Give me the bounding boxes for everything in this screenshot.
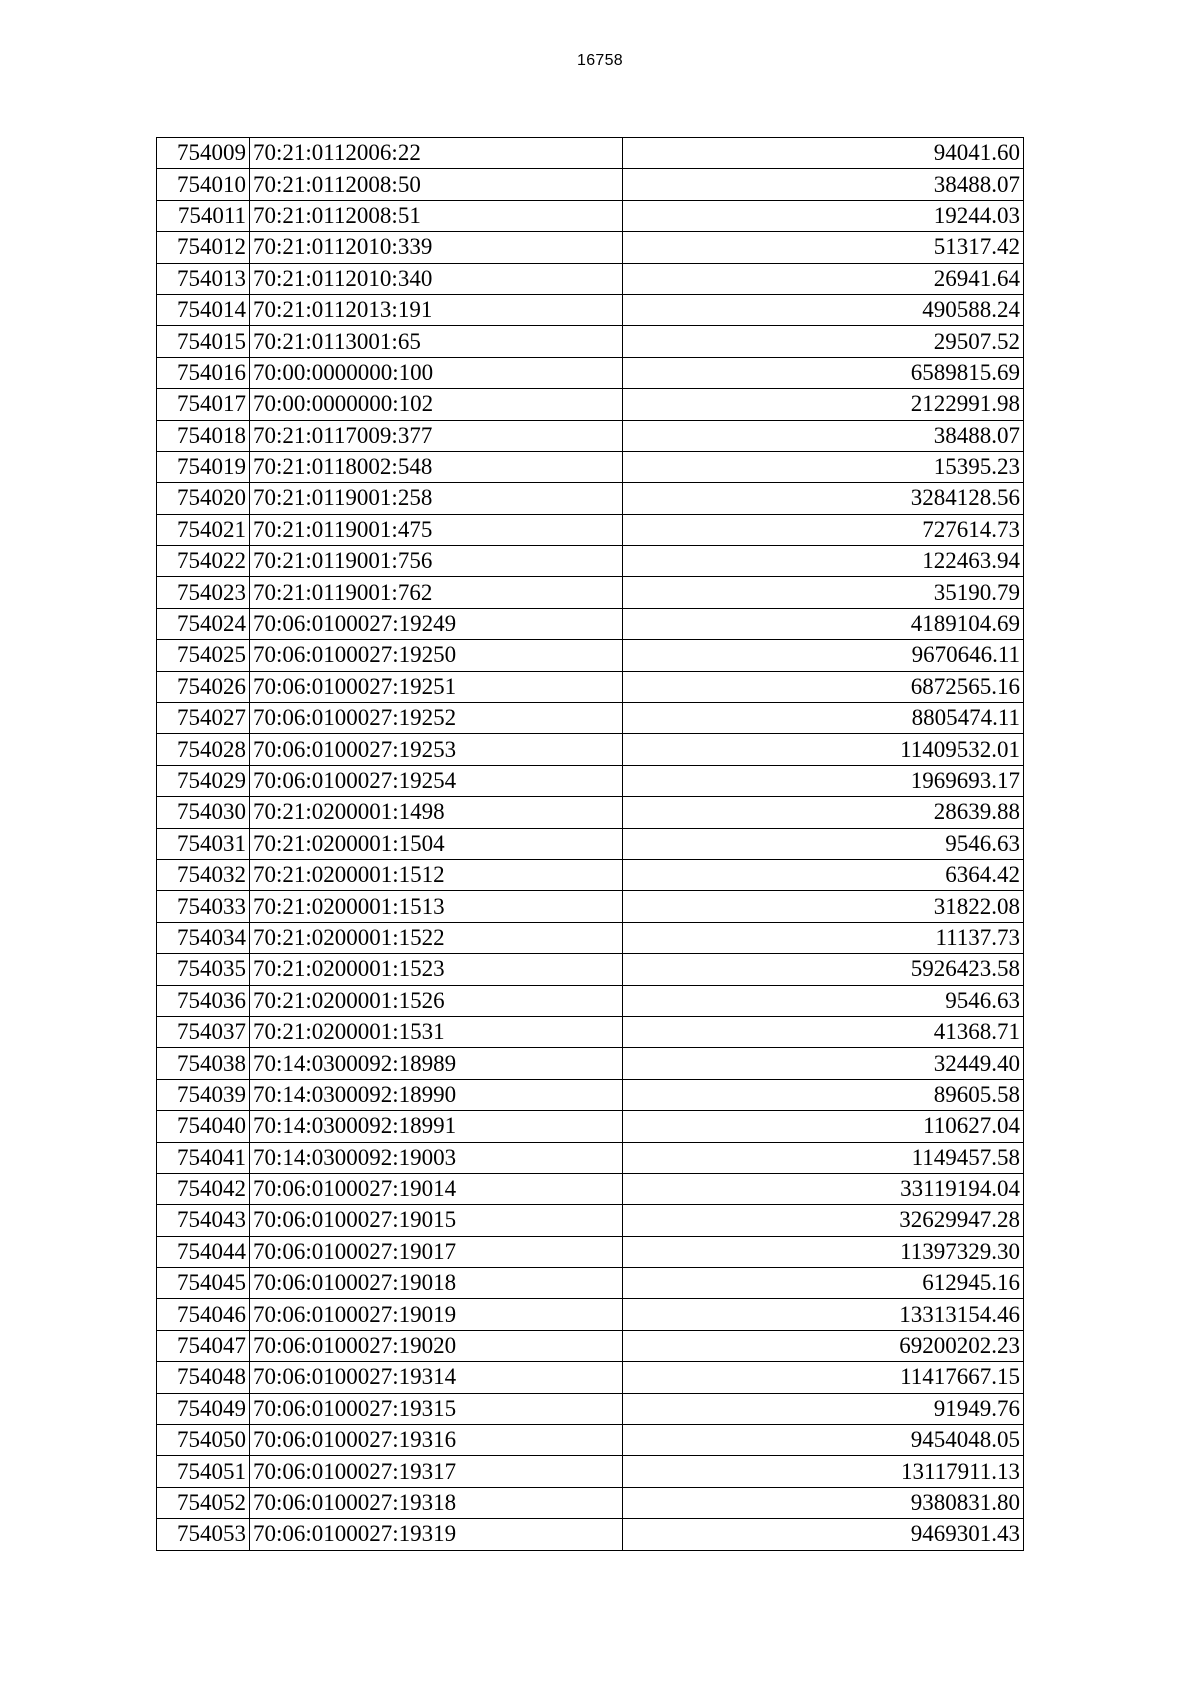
table-row — [157, 1016, 1024, 1047]
table-row — [157, 200, 1024, 231]
table-row — [157, 232, 1024, 263]
table-row — [157, 1173, 1024, 1204]
cadastral-number-cell: 70:21:0200001:1523 — [250, 954, 623, 985]
cadastral-number-cell: 70:21:0200001:1504 — [250, 828, 623, 859]
cadastral-number-cell: 70:21:0112010:339 — [250, 232, 623, 263]
cadastral-number-cell: 70:21:0200001:1522 — [250, 922, 623, 953]
row-number-cell: 754032 — [157, 859, 250, 890]
row-number-cell: 754049 — [157, 1393, 250, 1424]
table-row — [157, 797, 1024, 828]
cadastral-number-cell: 70:21:0112013:191 — [250, 294, 623, 325]
cadastral-number-cell: 70:06:0100027:19318 — [250, 1487, 623, 1518]
cadastral-value-cell: 4189104.69 — [623, 608, 1024, 639]
table-row — [157, 326, 1024, 357]
row-number-cell: 754013 — [157, 263, 250, 294]
cadastral-number-cell: 70:00:0000000:102 — [250, 389, 623, 420]
table-row — [157, 1299, 1024, 1330]
cadastral-value-cell: 1969693.17 — [623, 765, 1024, 796]
table-row — [157, 514, 1024, 545]
cadastral-number-cell: 70:21:0112010:340 — [250, 263, 623, 294]
cadastral-value-cell: 9380831.80 — [623, 1487, 1024, 1518]
cadastral-value-cell: 612945.16 — [623, 1268, 1024, 1299]
table-row — [157, 765, 1024, 796]
table-row — [157, 1268, 1024, 1299]
row-number-cell: 754047 — [157, 1330, 250, 1361]
cadastral-value-cell: 32449.40 — [623, 1048, 1024, 1079]
table-row — [157, 577, 1024, 608]
cadastral-number-cell: 70:06:0100027:19249 — [250, 608, 623, 639]
table-row — [157, 546, 1024, 577]
row-number-cell: 754020 — [157, 483, 250, 514]
cadastral-value-cell: 490588.24 — [623, 294, 1024, 325]
table-row — [157, 985, 1024, 1016]
table-row — [157, 891, 1024, 922]
row-number-cell: 754037 — [157, 1016, 250, 1047]
cadastral-number-cell: 70:21:0119001:762 — [250, 577, 623, 608]
cadastral-number-cell: 70:21:0119001:475 — [250, 514, 623, 545]
table-row — [157, 420, 1024, 451]
row-number-cell: 754016 — [157, 357, 250, 388]
table-row — [157, 1205, 1024, 1236]
cadastral-number-cell: 70:06:0100027:19251 — [250, 671, 623, 702]
row-number-cell: 754027 — [157, 703, 250, 734]
cadastral-value-cell: 94041.60 — [623, 138, 1024, 169]
table-row — [157, 1079, 1024, 1110]
table-row — [157, 1456, 1024, 1487]
cadastral-value-cell: 2122991.98 — [623, 389, 1024, 420]
cadastral-number-cell: 70:21:0113001:65 — [250, 326, 623, 357]
table-row — [157, 671, 1024, 702]
table-row — [157, 1111, 1024, 1142]
table-row — [157, 1362, 1024, 1393]
cadastral-value-cell: 1149457.58 — [623, 1142, 1024, 1173]
cadastral-number-cell: 70:06:0100027:19018 — [250, 1268, 623, 1299]
row-number-cell: 754022 — [157, 546, 250, 577]
cadastral-value-cell: 38488.07 — [623, 420, 1024, 451]
cadastral-value-cell: 9546.63 — [623, 828, 1024, 859]
row-number-cell: 754046 — [157, 1299, 250, 1330]
row-number-cell: 754039 — [157, 1079, 250, 1110]
table-row — [157, 1048, 1024, 1079]
table-row — [157, 483, 1024, 514]
cadastral-value-cell: 69200202.23 — [623, 1330, 1024, 1361]
row-number-cell: 754042 — [157, 1173, 250, 1204]
row-number-cell: 754040 — [157, 1111, 250, 1142]
cadastral-number-cell: 70:21:0200001:1531 — [250, 1016, 623, 1047]
cadastral-number-cell: 70:14:0300092:19003 — [250, 1142, 623, 1173]
table-row — [157, 1393, 1024, 1424]
row-number-cell: 754053 — [157, 1519, 250, 1550]
row-number-cell: 754036 — [157, 985, 250, 1016]
cadastral-number-cell: 70:06:0100027:19316 — [250, 1425, 623, 1456]
table-row — [157, 954, 1024, 985]
table-row — [157, 1236, 1024, 1267]
cadastral-number-cell: 70:06:0100027:19250 — [250, 640, 623, 671]
row-number-cell: 754041 — [157, 1142, 250, 1173]
row-number-cell: 754023 — [157, 577, 250, 608]
row-number-cell: 754048 — [157, 1362, 250, 1393]
cadastral-number-cell: 70:06:0100027:19252 — [250, 703, 623, 734]
cadastral-number-cell: 70:14:0300092:18990 — [250, 1079, 623, 1110]
table-row — [157, 389, 1024, 420]
cadastral-value-cell: 38488.07 — [623, 169, 1024, 200]
table-row — [157, 1142, 1024, 1173]
cadastral-number-cell: 70:06:0100027:19019 — [250, 1299, 623, 1330]
cadastral-value-cell: 31822.08 — [623, 891, 1024, 922]
table-row — [157, 1425, 1024, 1456]
cadastral-number-cell: 70:14:0300092:18989 — [250, 1048, 623, 1079]
cadastral-number-cell: 70:06:0100027:19314 — [250, 1362, 623, 1393]
cadastral-value-cell: 41368.71 — [623, 1016, 1024, 1047]
cadastral-value-cell: 28639.88 — [623, 797, 1024, 828]
table-row — [157, 294, 1024, 325]
table-row — [157, 859, 1024, 890]
row-number-cell: 754019 — [157, 451, 250, 482]
row-number-cell: 754031 — [157, 828, 250, 859]
table-row — [157, 828, 1024, 859]
cadastral-number-cell: 70:06:0100027:19315 — [250, 1393, 623, 1424]
row-number-cell: 754033 — [157, 891, 250, 922]
row-number-cell: 754028 — [157, 734, 250, 765]
cadastral-value-cell: 33119194.04 — [623, 1173, 1024, 1204]
table-row — [157, 357, 1024, 388]
row-number-cell: 754010 — [157, 169, 250, 200]
cadastral-value-cell: 9469301.43 — [623, 1519, 1024, 1550]
row-number-cell: 754035 — [157, 954, 250, 985]
row-number-cell: 754051 — [157, 1456, 250, 1487]
row-number-cell: 754050 — [157, 1425, 250, 1456]
cadastral-number-cell: 70:06:0100027:19017 — [250, 1236, 623, 1267]
cadastral-value-cell: 15395.23 — [623, 451, 1024, 482]
row-number-cell: 754026 — [157, 671, 250, 702]
row-number-cell: 754024 — [157, 608, 250, 639]
cadastral-number-cell: 70:21:0117009:377 — [250, 420, 623, 451]
row-number-cell: 754018 — [157, 420, 250, 451]
cadastral-number-cell: 70:21:0200001:1498 — [250, 797, 623, 828]
cadastral-value-cell: 3284128.56 — [623, 483, 1024, 514]
cadastral-number-cell: 70:14:0300092:18991 — [250, 1111, 623, 1142]
cadastral-number-cell: 70:06:0100027:19317 — [250, 1456, 623, 1487]
table-row — [157, 138, 1024, 169]
cadastral-number-cell: 70:21:0200001:1526 — [250, 985, 623, 1016]
table-row — [157, 640, 1024, 671]
table-row — [157, 1519, 1024, 1550]
row-number-cell: 754034 — [157, 922, 250, 953]
row-number-cell: 754011 — [157, 200, 250, 231]
cadastral-value-cell: 6364.42 — [623, 859, 1024, 890]
cadastral-value-cell: 122463.94 — [623, 546, 1024, 577]
table-body — [157, 138, 1024, 1551]
cadastral-value-cell: 727614.73 — [623, 514, 1024, 545]
cadastral-number-cell: 70:21:0119001:756 — [250, 546, 623, 577]
cadastral-number-cell: 70:21:0118002:548 — [250, 451, 623, 482]
cadastral-value-cell: 51317.42 — [623, 232, 1024, 263]
row-number-cell: 754030 — [157, 797, 250, 828]
cadastral-value-cell: 9546.63 — [623, 985, 1024, 1016]
row-number-cell: 754015 — [157, 326, 250, 357]
cadastral-number-cell: 70:06:0100027:19253 — [250, 734, 623, 765]
cadastral-number-cell: 70:21:0112006:22 — [250, 138, 623, 169]
table-row — [157, 263, 1024, 294]
table-row — [157, 169, 1024, 200]
cadastral-value-cell: 6589815.69 — [623, 357, 1024, 388]
cadastral-value-cell: 5926423.58 — [623, 954, 1024, 985]
row-number-cell: 754044 — [157, 1236, 250, 1267]
cadastral-value-cell: 29507.52 — [623, 326, 1024, 357]
row-number-cell: 754045 — [157, 1268, 250, 1299]
cadastral-number-cell: 70:06:0100027:19319 — [250, 1519, 623, 1550]
cadastral-value-cell: 32629947.28 — [623, 1205, 1024, 1236]
row-number-cell: 754029 — [157, 765, 250, 796]
cadastral-number-cell: 70:06:0100027:19020 — [250, 1330, 623, 1361]
cadastral-number-cell: 70:06:0100027:19015 — [250, 1205, 623, 1236]
row-number-cell: 754025 — [157, 640, 250, 671]
cadastral-value-cell: 13313154.46 — [623, 1299, 1024, 1330]
cadastral-value-cell: 89605.58 — [623, 1079, 1024, 1110]
page-number: 16758 — [577, 52, 623, 69]
cadastral-value-cell: 6872565.16 — [623, 671, 1024, 702]
row-number-cell: 754021 — [157, 514, 250, 545]
cadastral-number-cell: 70:21:0112008:51 — [250, 200, 623, 231]
cadastral-value-cell: 35190.79 — [623, 577, 1024, 608]
cadastral-value-cell: 11409532.01 — [623, 734, 1024, 765]
cadastral-value-cell: 11417667.15 — [623, 1362, 1024, 1393]
cadastral-value-cell: 8805474.11 — [623, 703, 1024, 734]
cadastral-value-cell: 13117911.13 — [623, 1456, 1024, 1487]
cadastral-number-cell: 70:21:0200001:1512 — [250, 859, 623, 890]
table-row — [157, 451, 1024, 482]
table-row — [157, 703, 1024, 734]
row-number-cell: 754038 — [157, 1048, 250, 1079]
row-number-cell: 754012 — [157, 232, 250, 263]
row-number-cell: 754043 — [157, 1205, 250, 1236]
table-row — [157, 922, 1024, 953]
row-number-cell: 754052 — [157, 1487, 250, 1518]
row-number-cell: 754017 — [157, 389, 250, 420]
cadastral-number-cell: 70:06:0100027:19014 — [250, 1173, 623, 1204]
table-row — [157, 734, 1024, 765]
cadastral-value-table — [156, 137, 1024, 1551]
table-row — [157, 1330, 1024, 1361]
cadastral-value-cell: 26941.64 — [623, 263, 1024, 294]
cadastral-value-cell: 19244.03 — [623, 200, 1024, 231]
row-number-cell: 754014 — [157, 294, 250, 325]
cadastral-number-cell: 70:00:0000000:100 — [250, 357, 623, 388]
cadastral-number-cell: 70:21:0119001:258 — [250, 483, 623, 514]
cadastral-value-cell: 9454048.05 — [623, 1425, 1024, 1456]
cadastral-number-cell: 70:21:0200001:1513 — [250, 891, 623, 922]
cadastral-value-cell: 11397329.30 — [623, 1236, 1024, 1267]
cadastral-value-cell: 11137.73 — [623, 922, 1024, 953]
cadastral-value-cell: 91949.76 — [623, 1393, 1024, 1424]
table-row — [157, 608, 1024, 639]
cadastral-number-cell: 70:06:0100027:19254 — [250, 765, 623, 796]
row-number-cell: 754009 — [157, 138, 250, 169]
table-row — [157, 1487, 1024, 1518]
cadastral-number-cell: 70:21:0112008:50 — [250, 169, 623, 200]
cadastral-value-cell: 110627.04 — [623, 1111, 1024, 1142]
cadastral-value-cell: 9670646.11 — [623, 640, 1024, 671]
